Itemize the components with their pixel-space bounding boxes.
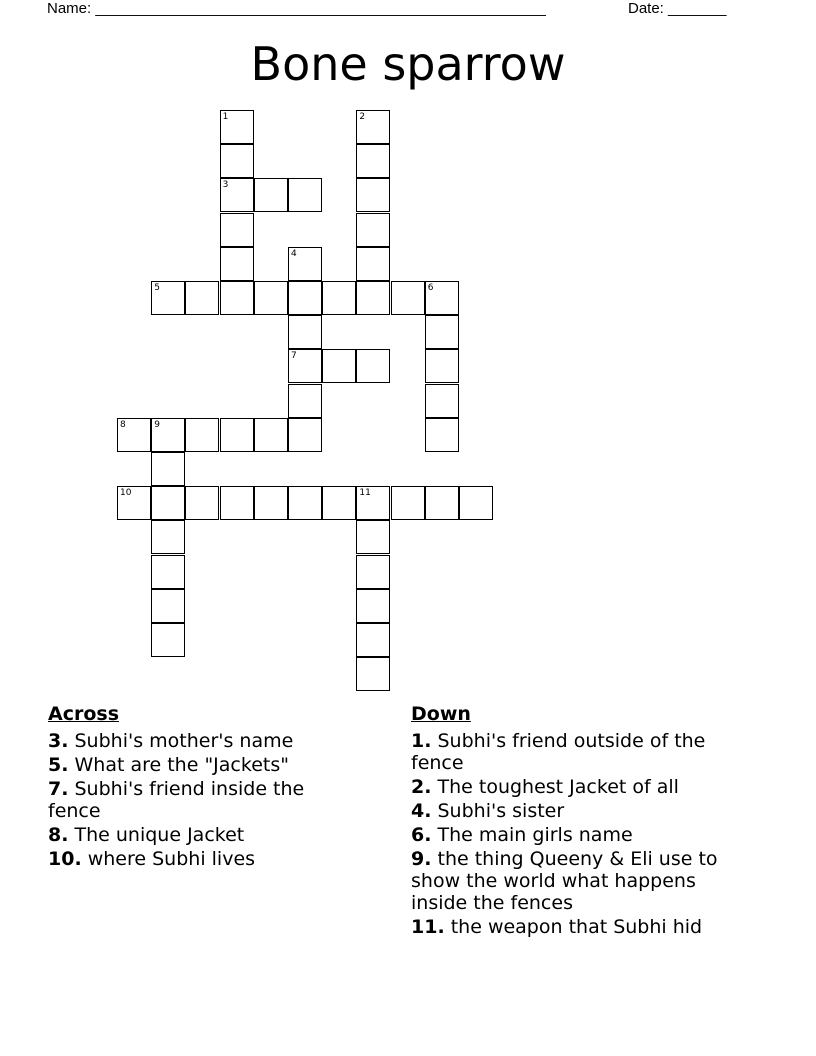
grid-cell[interactable] — [356, 623, 390, 657]
grid-cell[interactable] — [220, 418, 254, 452]
grid-cell[interactable] — [220, 247, 254, 281]
down-clue — [411, 824, 756, 846]
clue-number: 11. — [411, 916, 445, 938]
grid-cell[interactable] — [459, 486, 493, 520]
clue-number: 3. — [48, 730, 69, 752]
down-clue — [411, 800, 756, 822]
across-clue — [48, 754, 348, 776]
grid-cell[interactable] — [288, 486, 322, 520]
cell-number: 7 — [291, 351, 297, 362]
cell-number: 1 — [222, 112, 229, 122]
grid-cell[interactable] — [425, 486, 459, 520]
clue-number: 9. — [411, 848, 432, 870]
grid-cell[interactable] — [117, 486, 151, 520]
grid-cell[interactable] — [288, 281, 322, 315]
grid-cell[interactable] — [425, 418, 459, 452]
grid-cell[interactable] — [356, 555, 390, 589]
grid-cell[interactable] — [117, 418, 151, 452]
grid-cell[interactable] — [356, 213, 390, 247]
down-clue — [411, 916, 756, 938]
across-clue — [48, 730, 348, 752]
clue-text: The toughest Jacket of all — [437, 776, 679, 798]
grid-cell[interactable] — [322, 486, 356, 520]
grid-cell[interactable] — [322, 349, 356, 383]
grid-cell[interactable] — [356, 349, 390, 383]
cell-number: 4 — [291, 248, 297, 259]
across-clue — [48, 778, 348, 822]
grid-cell[interactable] — [151, 589, 185, 623]
across-clue — [48, 848, 348, 870]
grid-cell[interactable] — [425, 349, 459, 383]
grid-cell[interactable] — [356, 178, 390, 212]
grid-cell[interactable] — [356, 281, 390, 315]
grid-cell[interactable] — [151, 452, 185, 486]
cell-number: 8 — [120, 419, 126, 430]
grid-cell[interactable] — [356, 247, 390, 281]
grid-cell[interactable] — [356, 486, 390, 520]
grid-cell[interactable] — [391, 486, 425, 520]
down-clue — [411, 730, 756, 774]
grid-cell[interactable] — [220, 213, 254, 247]
grid-cell[interactable] — [356, 110, 390, 144]
clue-number: 7. — [48, 778, 69, 800]
grid-cell[interactable] — [391, 281, 425, 315]
cell-number: 11 — [359, 488, 371, 499]
grid-cell[interactable] — [356, 657, 390, 691]
grid-cell[interactable] — [288, 349, 322, 383]
grid-cell[interactable] — [254, 418, 288, 452]
clue-text: What are the "Jackets" — [74, 754, 289, 776]
clue-text: Subhi's sister — [437, 800, 565, 822]
grid-cell[interactable] — [151, 281, 185, 315]
clue-text: The unique Jacket — [74, 824, 245, 846]
down-clue — [411, 776, 756, 798]
clue-number: 6. — [411, 824, 432, 846]
clue-text: the thing Queeny & Eli use to show the world what happens inside the fences — [411, 848, 718, 914]
down-clue — [411, 848, 756, 914]
grid-cell[interactable] — [288, 178, 322, 212]
grid-cell[interactable] — [185, 486, 219, 520]
across-heading: Across — [48, 703, 120, 725]
across-clues — [48, 702, 348, 872]
grid-cell[interactable] — [220, 178, 254, 212]
clue-text: Subhi's friend inside the fence — [48, 778, 305, 822]
grid-cell[interactable] — [322, 281, 356, 315]
cell-number: 2 — [359, 112, 366, 122]
grid-cell[interactable] — [151, 623, 185, 657]
clue-number: 5. — [48, 754, 69, 776]
clue-text: Subhi's friend outside of the fence — [411, 730, 706, 774]
grid-cell[interactable] — [288, 247, 322, 281]
grid-cell[interactable] — [425, 384, 459, 418]
cell-number: 3 — [222, 180, 229, 191]
grid-cell[interactable] — [288, 315, 322, 349]
cell-number: 5 — [154, 283, 160, 293]
clue-text: The main girls name — [437, 824, 633, 846]
grid-cell[interactable] — [185, 281, 219, 315]
clue-number: 8. — [48, 824, 69, 846]
grid-cell[interactable] — [220, 486, 254, 520]
grid-cell[interactable] — [151, 555, 185, 589]
page-title: Bone sparrow — [250, 37, 566, 91]
grid-cell[interactable] — [356, 144, 390, 178]
clue-number: 1. — [411, 730, 432, 752]
grid-cell[interactable] — [151, 418, 185, 452]
grid-cell[interactable] — [254, 178, 288, 212]
grid-cell[interactable] — [425, 315, 459, 349]
clue-text: the weapon that Subhi hid — [450, 916, 703, 938]
grid-cell[interactable] — [151, 520, 185, 554]
clue-number: 10. — [48, 848, 82, 870]
grid-cell[interactable] — [185, 418, 219, 452]
cell-number: 6 — [427, 283, 434, 293]
across-clue — [48, 824, 348, 846]
name-field-label: Name: ______________________________________________________ — [47, 0, 546, 17]
grid-cell[interactable] — [425, 281, 459, 315]
cell-number: 10 — [120, 488, 132, 499]
grid-cell[interactable] — [356, 520, 390, 554]
down-heading: Down — [411, 703, 471, 725]
clue-number: 2. — [411, 776, 432, 798]
grid-cell[interactable] — [220, 281, 254, 315]
clue-text: where Subhi lives — [87, 848, 256, 870]
grid-cell[interactable] — [220, 144, 254, 178]
cell-number: 9 — [154, 419, 160, 430]
down-clues — [411, 702, 756, 940]
grid-cell[interactable] — [288, 384, 322, 418]
grid-cell[interactable] — [151, 486, 185, 520]
clue-text: Subhi's mother's name — [74, 730, 294, 752]
grid-cell[interactable] — [254, 281, 288, 315]
grid-cell[interactable] — [288, 418, 322, 452]
grid-cell[interactable] — [254, 486, 288, 520]
grid-cell[interactable] — [356, 589, 390, 623]
date-field-label: Date: _______ — [628, 0, 727, 17]
clue-number: 4. — [411, 800, 432, 822]
grid-cell[interactable] — [220, 110, 254, 144]
